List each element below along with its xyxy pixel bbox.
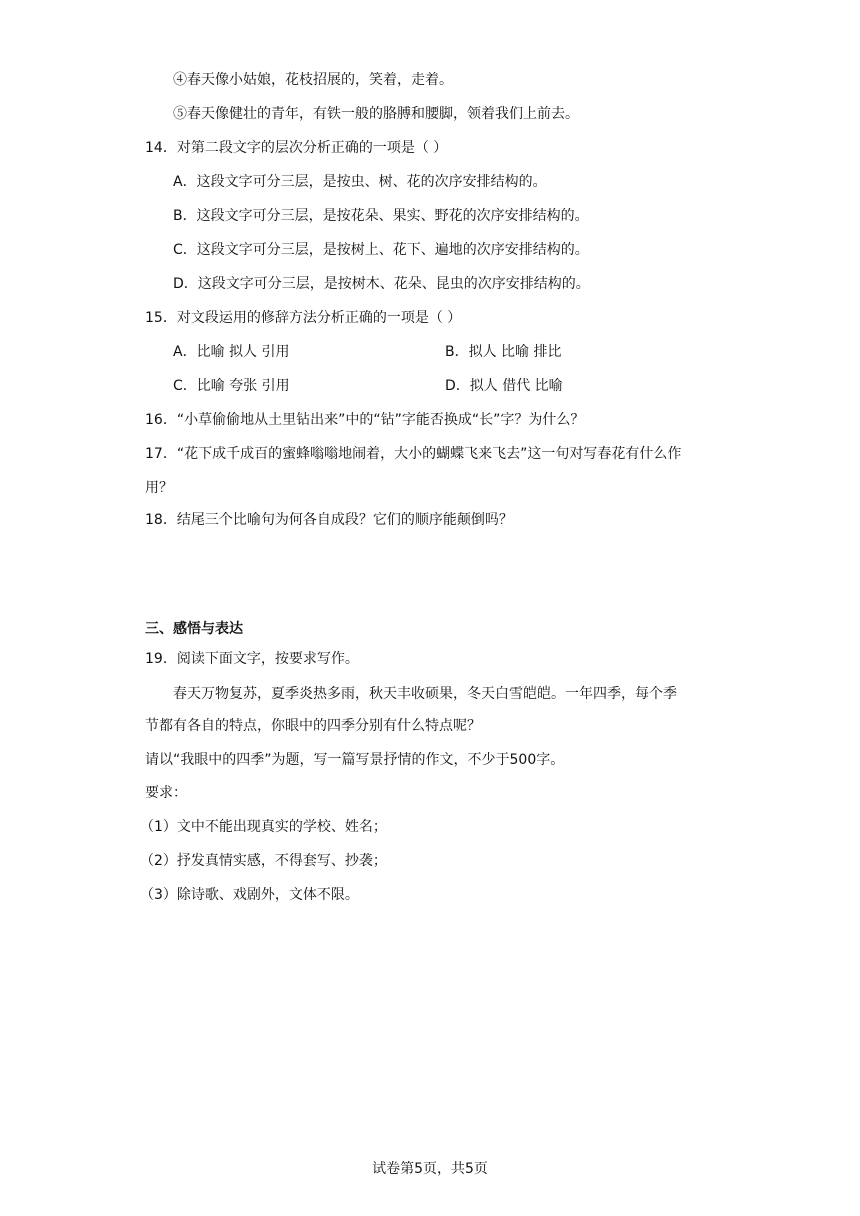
question-16: 16．“小草偷偷地从土里钻出来”中的“钻”字能否换成“长”字？为什么？: [145, 412, 585, 428]
writing-prompt-line-1: 春天万物复苏，夏季炎热多雨，秋天丰收硕果，冬天白雪皑皑。一年四季，每个季: [173, 686, 677, 702]
question-14-option-a: A．这段文字可分三层，是按虫、树、花的次序安排结构的。: [173, 174, 547, 190]
question-19: 19．阅读下面文字，按要求写作。: [145, 651, 359, 667]
requirement-1: （1）文中不能出现真实的学校、姓名；: [140, 819, 387, 835]
requirements-label: 要求：: [145, 785, 187, 801]
requirement-3: （3）除诗歌、戏剧外，文体不限。: [140, 887, 359, 903]
writing-prompt-line-2: 节都有各自的特点，你眼中的四季分别有什么特点呢？: [145, 718, 481, 734]
writing-instruction: 请以“我眼中的四季”为题，写一篇写景抒情的作文，不少于500字。: [145, 752, 565, 768]
question-14-option-d: D．这段文字可分三层，是按树木、花朵、昆虫的次序安排结构的。: [173, 276, 590, 292]
question-14-option-c: C．这段文字可分三层，是按树上、花下、遍地的次序安排结构的。: [173, 242, 589, 258]
requirement-2: （2）抒发真情实感，不得套写、抄袭；: [140, 853, 387, 869]
question-17-line-2: 用？: [145, 480, 173, 496]
question-15-option-b: B．拟人 比喻 排比: [445, 344, 562, 360]
passage-line-5: ⑤春天像健壮的青年，有铁一般的胳膊和腰脚，领着我们上前去。: [173, 106, 579, 122]
question-14-option-b: B．这段文字可分三层，是按花朵、果实、野花的次序安排结构的。: [173, 208, 589, 224]
question-18: 18．结尾三个比喻句为何各自成段？它们的顺序能颠倒吗？: [145, 512, 513, 528]
question-15-option-d: D．拟人 借代 比喻: [445, 378, 563, 394]
page-footer: 试卷第5页，共5页: [372, 1161, 488, 1177]
section-3-heading: 三、感悟与表达: [145, 621, 243, 637]
question-14-stem: 14．对第二段文字的层次分析正确的一项是（ ）: [145, 140, 448, 156]
question-15-option-a: A．比喻 拟人 引用: [173, 344, 290, 360]
question-15-stem: 15．对文段运用的修辞方法分析正确的一项是（ ）: [145, 310, 462, 326]
question-15-option-c: C．比喻 夸张 引用: [173, 378, 290, 394]
passage-line-4: ④春天像小姑娘，花枝招展的，笑着，走着。: [173, 72, 453, 88]
question-17-line-1: 17．“花下成千成百的蜜蜂嗡嗡地闹着，大小的蝴蝶飞来飞去”这一句对写春花有什么作: [145, 446, 682, 462]
